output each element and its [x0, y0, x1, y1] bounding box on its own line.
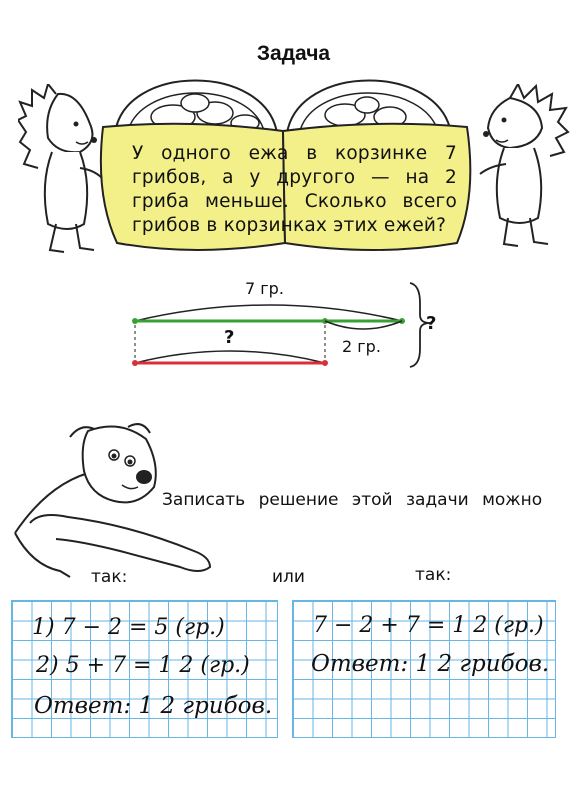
top-segment-label: 7 гр. [245, 279, 284, 298]
segment-diagram [120, 275, 450, 375]
bear-speech-text: Записать решение этой задачи можно [162, 490, 543, 510]
solution-grid-1 [11, 600, 278, 738]
page-title: Задача [256, 42, 331, 65]
solution1-answer: Ответ: 1 2 грибов. [34, 693, 273, 719]
way1-label: так: [91, 567, 128, 587]
top-arc [135, 305, 402, 321]
bottom-segment-question: ? [224, 327, 235, 348]
hedgehog-right [470, 84, 570, 254]
bottom-arc [135, 351, 325, 363]
solution1-line1: 1) 7 − 2 = 5 (гр.) [32, 615, 225, 640]
way2-label: так: [415, 565, 452, 585]
or-label: или [272, 567, 305, 587]
problem-text: У одного ежа в корзинке 7 грибов, а у другого — на 2 гриба меньше. Сколько всего грибов в корзинках этих ежей? [132, 143, 457, 236]
solution-grid-2 [292, 600, 556, 738]
solution1-line2: 2) 5 + 7 = 1 2 (гр.) [36, 653, 250, 678]
difference-label: 2 гр. [342, 337, 381, 356]
solution2-answer: Ответ: 1 2 грибов. [311, 651, 550, 677]
hedgehog-left [18, 84, 110, 264]
total-question: ? [426, 313, 437, 334]
solution2-line1: 7 − 2 + 7 = 1 2 (гр.) [313, 613, 544, 638]
